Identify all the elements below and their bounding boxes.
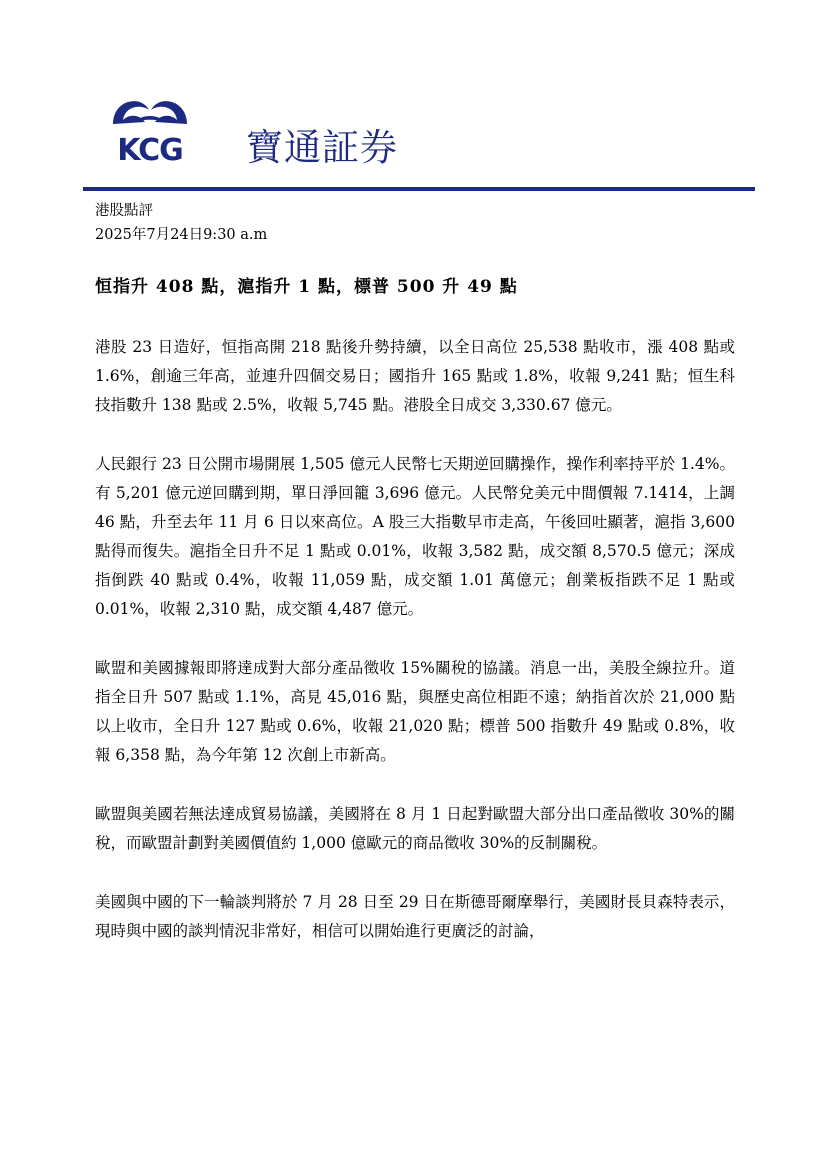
paragraph-us-market: 歐盟和美國據報即將達成對大部分產品徵收 15%關稅的協議。消息一出，美股全線拉升。道指全日升 507 點或 1.1%，高見 45,016 點，與歷史高位相距不遠；納指首次於 21,000 點以上收市，全日升 127 點或 0.6%，收報 21,020 點；標普 500 指數升 49 點或 0.8%，收報 6,358 點，為今年第 12 次創上市新高。	[95, 659, 735, 764]
logo-text: KCG	[117, 133, 183, 164]
paragraph-china-market: 人民銀行 23 日公開市場開展 1,505 億元人民幣七天期逆回購操作，操作利率持平於 1.4%。有 5,201 億元逆回購到期，單日淨回籠 3,696 億元。人民幣兌美元中間價報 7.1414，上調 46 點，升至去年 11 月 6 日以來高位。A 股三大指數早市走高，午後回吐顯著，滬指 3,600 點得而復失。滬指全日升不足 1 點或 0.01%，收報 3,582 點，成交額 8,570.5 億元；深成指倒跌 40 點或 0.4%，收報 11,059 點，成交額 1.01 萬億元；創業板指跌不足 1 點或 0.01%，收報 2,310 點，成交額 4,487 億元。	[95, 455, 735, 618]
paragraph-eu-tariffs: 歐盟與美國若無法達成貿易協議，美國將在 8 月 1 日起對歐盟大部分出口產品徵收 30%的關稅，而歐盟計劃對美國價值約 1,000 億歐元的商品徵收 30%的反制關稅。	[95, 805, 735, 852]
report-body	[95, 333, 735, 976]
report-section-label: 港股點評	[95, 203, 153, 219]
header-divider	[83, 187, 755, 191]
report-datetime: 2025年7月24日9:30 a.m	[95, 227, 268, 243]
paragraph-hk-market: 港股 23 日造好，恒指高開 218 點後升勢持續，以全日高位 25,538 點收市，漲 408 點或 1.6%，創逾三年高，並連升四個交易日；國指升 165 點或 1.8%，收報 9,241 點；恒生科技指數升 138 點或 2.5%，收報 5,745 點。港股全日成交 3,330.67 億元。	[95, 338, 735, 414]
paragraph-us-china-talks: 美國與中國的下一輪談判將於 7 月 28 日至 29 日在斯德哥爾摩舉行，美國財長貝森特表示，現時與中國的談判情況非常好，相信可以開始進行更廣泛的討論，	[95, 893, 735, 940]
report-headline: 恒指升 408 點，滬指升 1 點，標普 500 升 49 點	[95, 277, 518, 297]
kcg-logo	[105, 92, 195, 164]
company-name: 寶通証券	[246, 126, 398, 169]
